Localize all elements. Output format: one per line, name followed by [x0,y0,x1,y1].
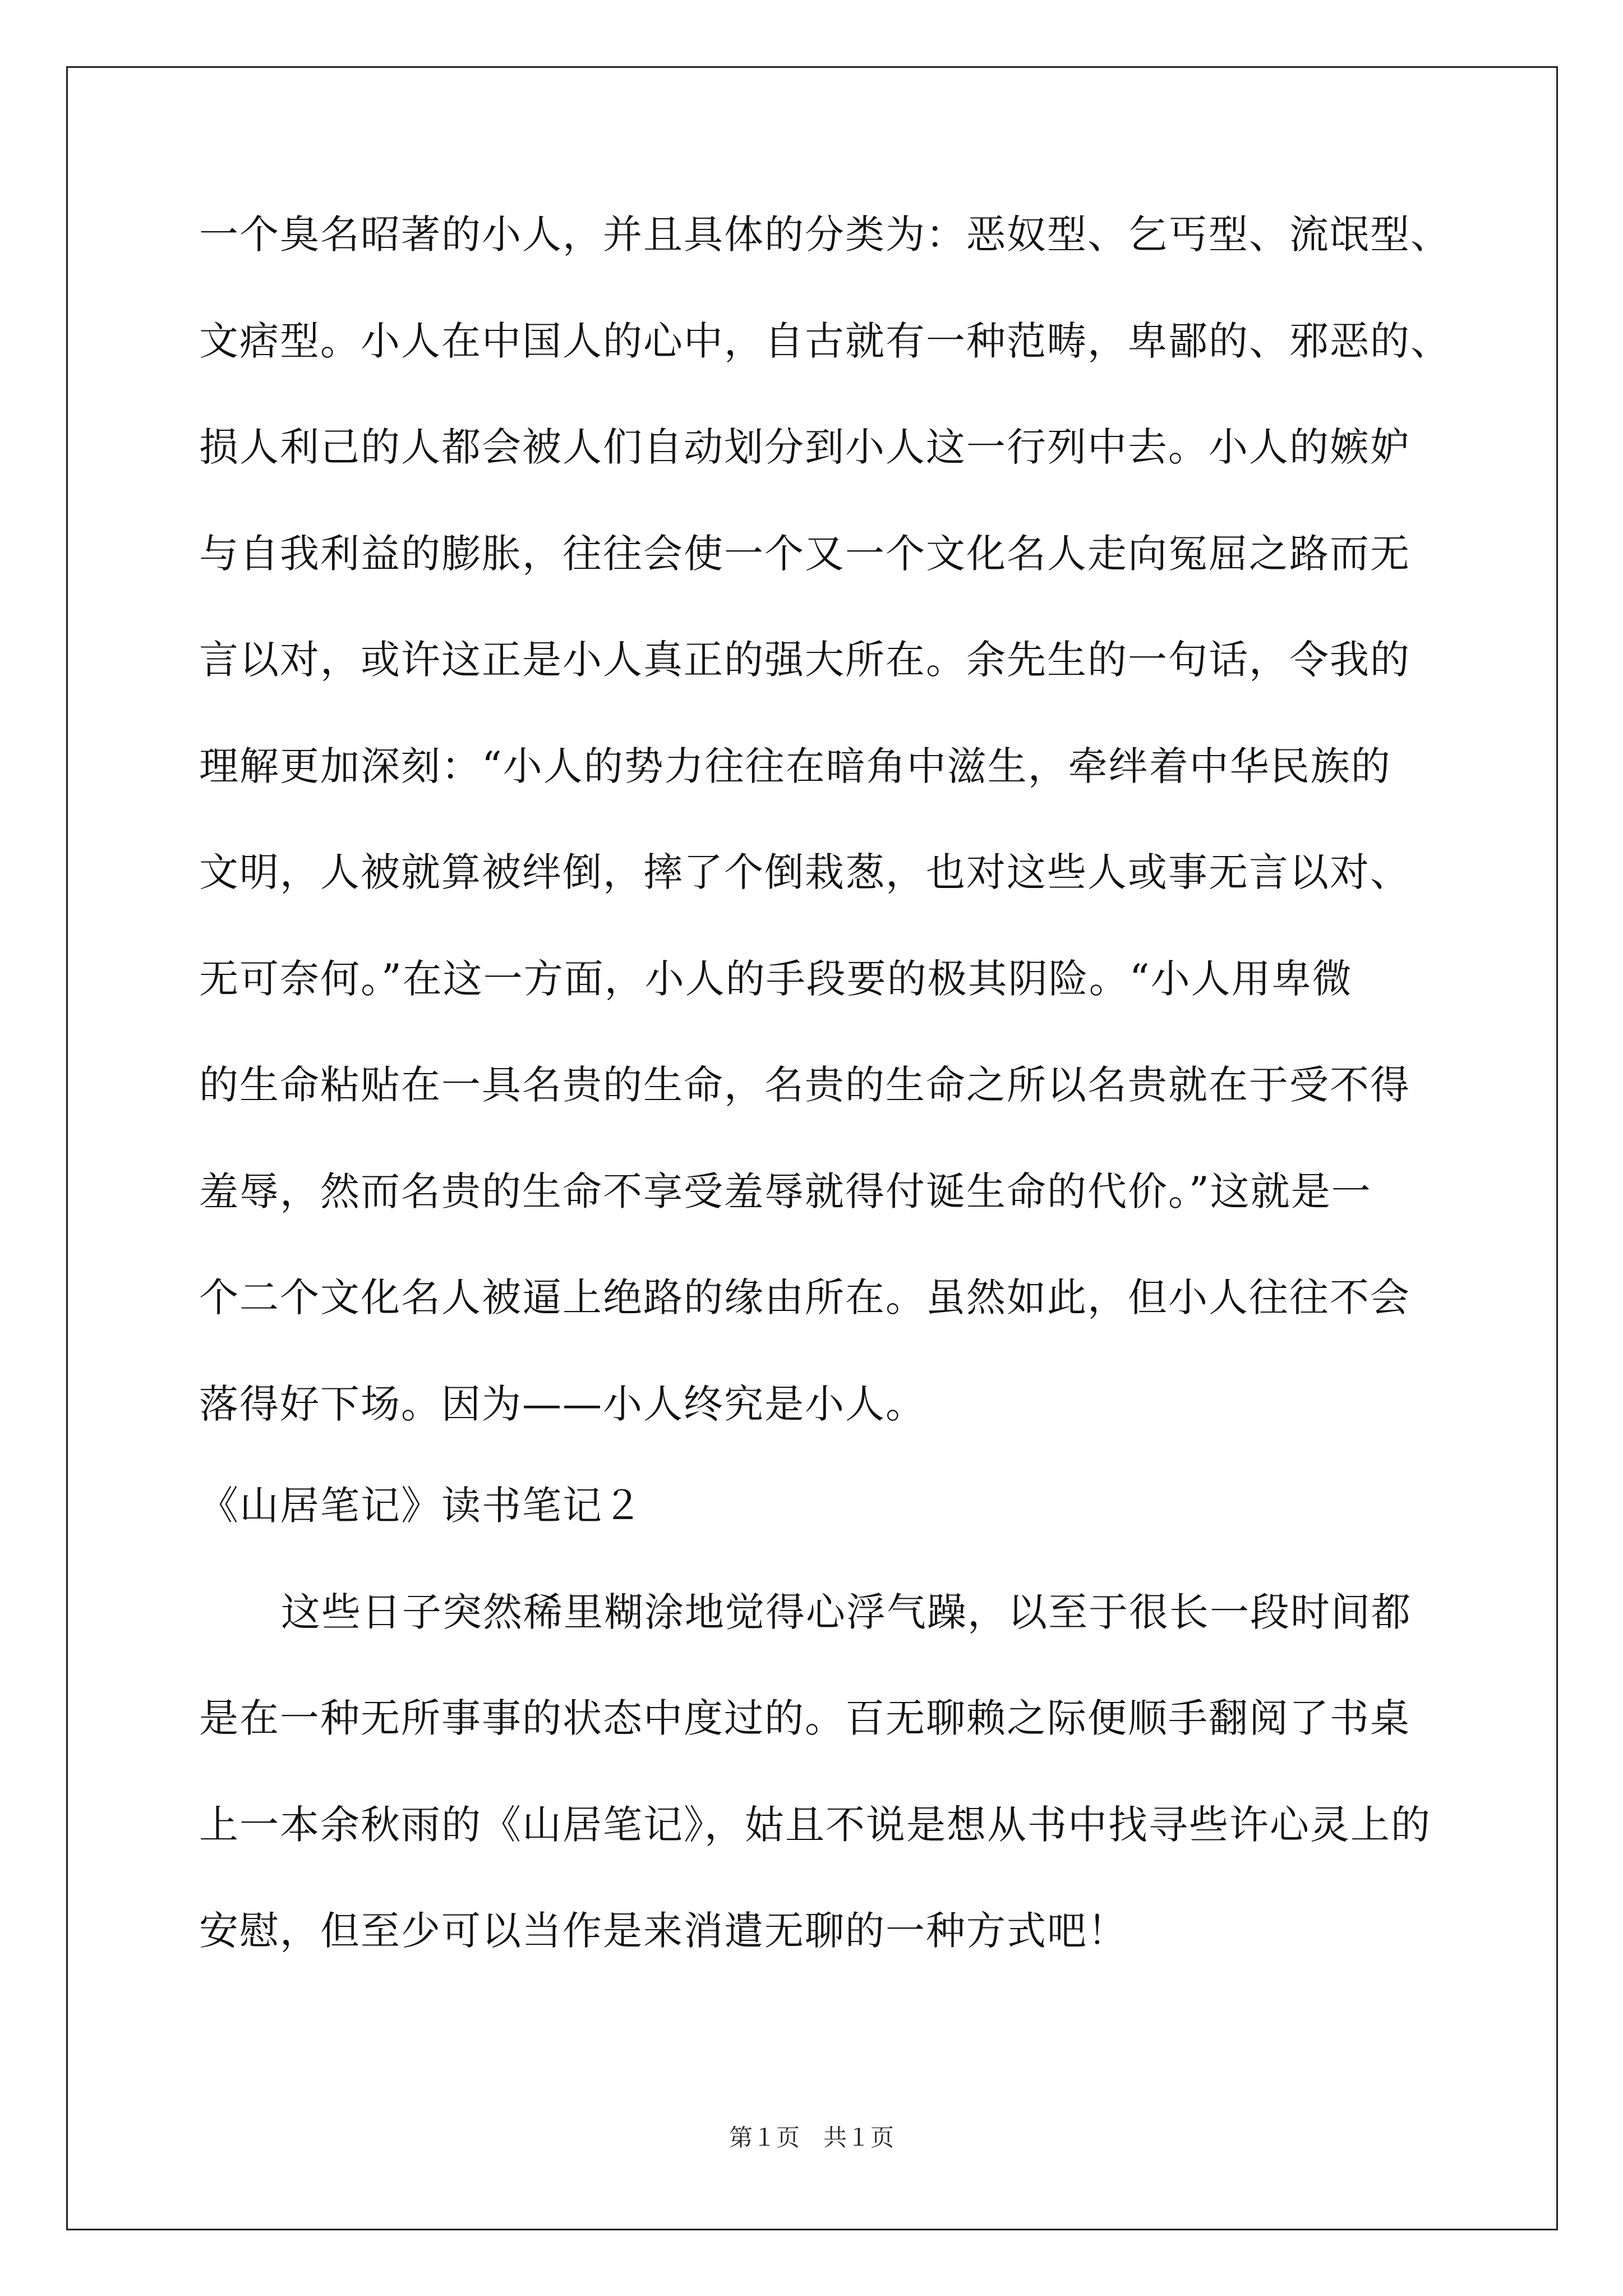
text-line: 这些日子突然稀里糊涂地觉得心浮气躁，以至于很长一段时间都 [281,1589,1412,1635]
text-line: 的生命粘贴在一具名贵的生命，名贵的生命之所以名贵就在于受不得 [199,1062,1410,1108]
text-line: 无可奈何。”在这一方面，小人的手段要的极其阴险。“小人用卑微 [199,955,1353,1002]
text-line: 一个臭名昭著的小人，并且具体的分类为：恶奴型、乞丐型、流氓型、 [199,211,1451,257]
text-line: 理解更加深刻：“小人的势力往往在暗角中滋生，牵绊着中华民族的 [199,743,1391,789]
text-line: 言以对，或许这正是小人真正的强大所在。余先生的一句话，令我的 [199,637,1410,683]
text-line: 落得好下场。因为——小人终究是小人。 [199,1381,926,1427]
document-body [199,208,1451,2010]
text-line: 安慰，但至少可以当作是来消遣无聊的一种方式吧！ [199,1908,1128,1954]
text-line: 文痞型。小人在中国人的心中，自古就有一种范畴，卑鄙的、邪恶的、 [199,318,1451,364]
page-number-footer: 第１页 共１页 [728,2124,894,2151]
section-heading: 《山居笔记》读书笔记２ [199,1483,643,1529]
text-line: 文明，人被就算被绊倒，摔了个倒栽葱，也对这些人或事无言以对、 [199,849,1410,895]
text-line: 与自我利益的膨胀，往往会使一个又一个文化名人走向冤屈之路而无 [199,530,1410,577]
text-line: 损人利己的人都会被人们自动划分到小人这一行列中去。小人的嫉妒 [199,424,1410,470]
text-line: 羞辱，然而名贵的生命不享受羞辱就得付诞生命的代价。”这就是一 [199,1168,1372,1214]
text-line: 个二个文化名人被逼上绝路的缘由所在。虽然如此，但小人往往不会 [199,1274,1410,1320]
text-line: 是在一种无所事事的状态中度过的。百无聊赖之际便顺手翻阅了书桌 [199,1695,1410,1741]
text-line: 上一本余秋雨的《山居笔记》，姑且不说是想从书中找寻些许心灵上的 [199,1801,1431,1848]
